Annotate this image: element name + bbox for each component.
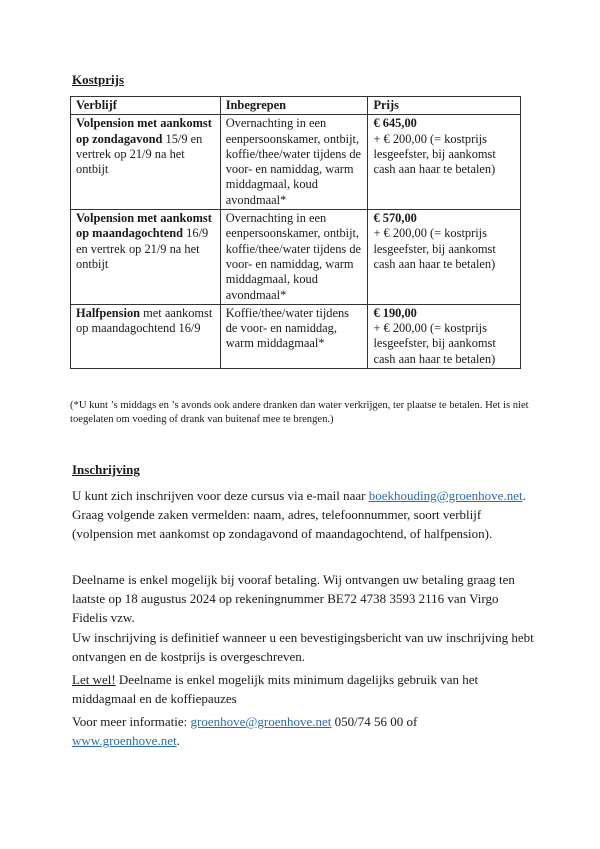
table-row — [71, 210, 521, 305]
cell-verblijf — [71, 210, 221, 305]
notice-label: Let wel! — [72, 672, 116, 687]
table-footnote: (*U kunt ’s middags en ’s avonds ook andere dranken dan water verkrijgen, ter plaatse te betalen. Het is niet toegelaten om voeding of drank van buitenaf mee te brengen.) — [70, 400, 529, 425]
cell-prijs — [368, 304, 521, 368]
price-amount: € 190,00 — [373, 305, 417, 320]
price-extra: + € 200,00 (= kostprijs lesgeefster, bij aankomst cash aan haar te betalen) — [373, 226, 496, 271]
verblijf-type: Halfpension — [76, 305, 141, 320]
registration-details: . Graag volgende zaken vermelden: naam, adres, telefoonnummer, soort verblijf (volpension met aankomst op zondagavond of maandagochtend, of halfpension). — [72, 488, 526, 541]
table-row — [71, 304, 521, 368]
cell-inbegrepen: Overnachting in een eenpersoonskamer, ontbijt, koffie/thee/water tijdens de voor- en namiddag, warm middagmaal, koud avondmaal* — [220, 115, 368, 210]
notice-paragraph — [72, 670, 534, 708]
verblijf-type: Volpension met aankomst op zondagavond — [76, 116, 212, 146]
kostprijs-heading: Kostprijs — [72, 72, 124, 87]
price-amount: € 570,00 — [373, 211, 417, 226]
cell-inbegrepen: Koffie/thee/water tijdens de voor- en namiddag, warm middagmaal* — [220, 304, 368, 368]
header-prijs: Prijs — [368, 97, 521, 115]
cell-verblijf — [71, 304, 221, 368]
contact-phone: 050/74 56 00 of — [331, 714, 418, 729]
header-verblijf: Verblijf — [71, 97, 221, 115]
contact-paragraph — [72, 712, 534, 750]
price-extra: + € 200,00 (= kostprijs lesgeefster, bij aankomst cash aan haar te betalen) — [373, 131, 496, 177]
cell-prijs — [368, 210, 521, 305]
contact-intro: Voor meer informatie: — [72, 714, 191, 729]
verblijf-type: Volpension met aankomst op maandagochtend — [76, 211, 212, 241]
inschrijving-heading: Inschrijving — [72, 462, 140, 477]
verblijf-details: 15/9 en vertrek op 21/9 na het ontbijt — [76, 131, 203, 177]
info-email-link[interactable]: groenhove@groenhove.net — [190, 714, 332, 729]
cell-inbegrepen: Overnachting in een eenpersoonskamer, ontbijt, koffie/thee/water tijdens de voor- en namiddag, warm middagmaal, koud avondmaal* — [220, 210, 368, 305]
verblijf-details: 16/9 en vertrek op 21/9 na het ontbijt — [76, 226, 209, 271]
header-inbegrepen: Inbegrepen — [220, 97, 368, 115]
website-link[interactable]: www.groenhove.net — [72, 733, 177, 748]
notice-text: Deelname is enkel mogelijk mits minimum dagelijks gebruik van het middagmaal en de koffiepauzes — [72, 672, 479, 706]
contact-end: . — [176, 733, 180, 748]
price-extra: + € 200,00 (= kostprijs lesgeefster, bij aankomst cash aan haar te betalen) — [373, 321, 496, 366]
cell-verblijf — [71, 115, 221, 210]
booking-email-link[interactable]: boekhouding@groenhove.net — [368, 488, 523, 503]
registration-paragraph — [72, 486, 534, 543]
confirmation-paragraph: Uw inschrijving is definitief wanneer u een bevestigingsbericht van uw inschrijving hebt ontvangen en de kostprijs is overgeschreven. — [72, 630, 534, 664]
table-row — [71, 115, 521, 210]
price-amount: € 645,00 — [373, 116, 417, 131]
price-table — [70, 96, 521, 369]
registration-text: U kunt zich inschrijven voor deze cursus via e-mail naar — [72, 488, 369, 503]
cell-prijs — [368, 115, 521, 210]
table-header-row — [71, 97, 521, 115]
payment-paragraph: Deelname is enkel mogelijk bij vooraf betaling. Wij ontvangen uw betaling graag ten laatste op 18 augustus 2024 op rekeningnummer BE72 4738 3593 2116 van Virgo Fidelis vzw. — [72, 572, 515, 625]
verblijf-details: met aankomst op maandagochtend 16/9 — [76, 305, 213, 336]
